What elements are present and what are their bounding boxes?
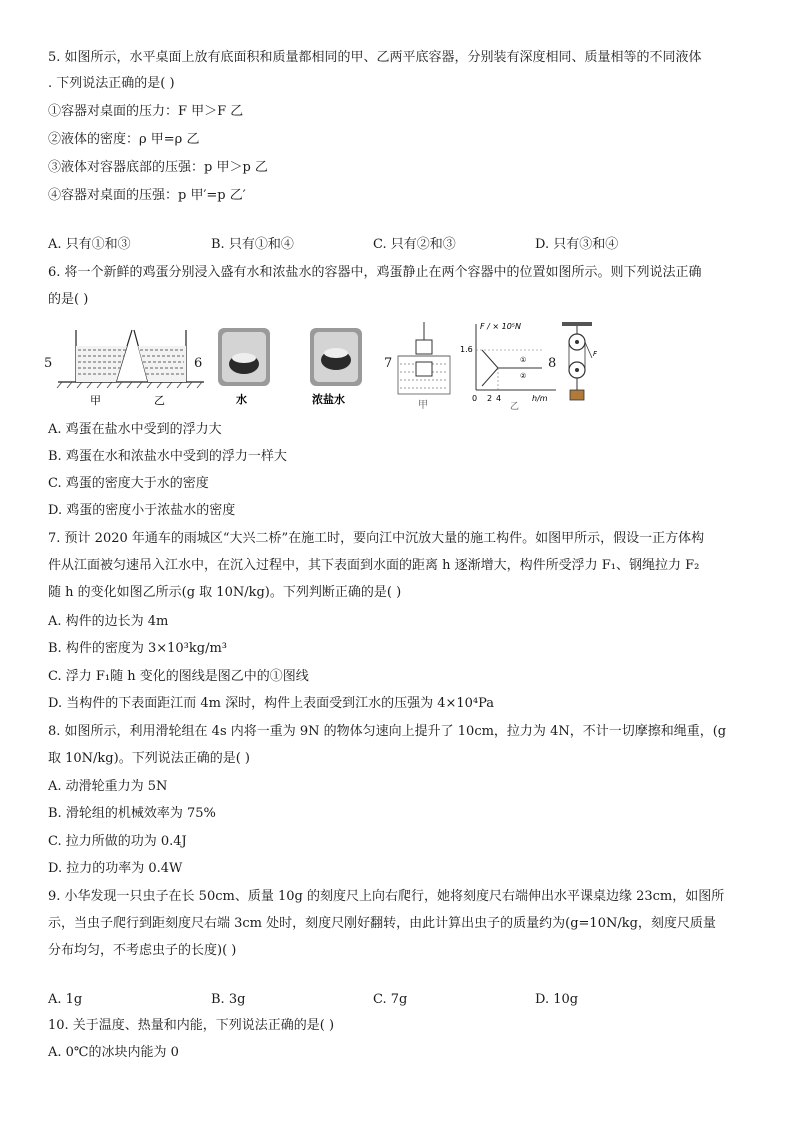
fig7-y-tick: 1.6 xyxy=(460,345,473,354)
fig7-y-axis-label: F / × 10⁵N xyxy=(480,322,521,331)
q7-option-b[interactable]: B. 构件的密度为 3×10³kg/m³ xyxy=(48,641,227,656)
q5-option-a[interactable]: A. 只有①和③ xyxy=(48,237,131,252)
fig7-x-tick-2: 2 xyxy=(487,394,493,403)
q7-stem-line2: 件从江面被匀速吊入江水中，在沉入过程中，其下表面到水面的距离 h 逐渐增大，构件所受浮力 F₁、钢绳拉力 F₂ xyxy=(48,558,700,573)
fig5-number: 5 xyxy=(44,356,53,371)
fig7-x-tick-0: 0 xyxy=(472,394,478,403)
fig6-label-brine: 浓盐水 xyxy=(312,393,345,406)
q9-stem-line2: 示，当虫子爬行到距刻度尺右端 3cm 处时，刻度尺刚好翻转，由此计算出虫子的质量约为(g=10N/kg，刻度尺质量 xyxy=(48,916,716,931)
fig7-graph xyxy=(458,320,558,410)
q6-option-a[interactable]: A. 鸡蛋在盐水中受到的浮力大 xyxy=(48,422,222,437)
q9-option-c[interactable]: C. 7g xyxy=(373,992,408,1007)
q6-option-b[interactable]: B. 鸡蛋在水和浓盐水中受到的浮力一样大 xyxy=(48,449,287,464)
q6-option-d[interactable]: D. 鸡蛋的密度小于浓盐水的密度 xyxy=(48,503,236,518)
q5-stem-line2: . 下列说法正确的是( ) xyxy=(48,76,175,91)
q6-stem-line1: 6. 将一个新鲜的鸡蛋分别浸入盛有水和浓盐水的容器中，鸡蛋静止在两个容器中的位置如图所示。则下列说法正确 xyxy=(48,265,702,280)
q7-option-c[interactable]: C. 浮力 F₁随 h 变化的图线是图乙中的①图线 xyxy=(48,669,309,684)
fig5-label-jia: 甲 xyxy=(90,394,101,407)
q5-item1: ①容器对桌面的压力：F 甲＞F 乙 xyxy=(48,104,244,119)
q9-option-b[interactable]: B. 3g xyxy=(211,992,246,1007)
q5-option-c[interactable]: C. 只有②和③ xyxy=(373,237,456,252)
q10-stem: 10. 关于温度、热量和内能，下列说法正确的是( ) xyxy=(48,1018,335,1033)
fig7-curve-label-2: ② xyxy=(520,372,527,380)
q9-option-d[interactable]: D. 10g xyxy=(535,992,579,1007)
fig5-containers xyxy=(56,322,206,410)
figure-strip xyxy=(40,320,600,410)
q8-stem-line1: 8. 如图所示，利用滑轮组在 4s 内将一重为 9N 的物体匀速向上提升了 10cm，拉力为 4N，不计一切摩擦和绳重，(g xyxy=(48,724,727,739)
q9-stem-line3: 分布均匀，不考虑虫子的长度)( ) xyxy=(48,943,237,958)
fig7-crane xyxy=(394,320,454,410)
q6-option-c[interactable]: C. 鸡蛋的密度大于水的密度 xyxy=(48,476,209,491)
q8-stem-line2: 取 10N/kg)。下列说法正确的是( ) xyxy=(48,751,250,766)
q9-option-a[interactable]: A. 1g xyxy=(48,992,83,1007)
q10-option-a[interactable]: A. 0℃的冰块内能为 0 xyxy=(48,1045,179,1060)
fig6-label-water: 水 xyxy=(236,393,247,406)
fig7-number: 7 xyxy=(384,356,393,371)
fig7-x-axis-label: h/m xyxy=(532,394,548,403)
q7-option-a[interactable]: A. 构件的边长为 4m xyxy=(48,614,169,629)
q5-item2: ②液体的密度：ρ 甲=ρ 乙 xyxy=(48,132,200,147)
q8-option-a[interactable]: A. 动滑轮重力为 5N xyxy=(48,779,168,794)
q7-option-d[interactable]: D. 当构件的下表面距江而 4m 深时，构件上表面受到江水的压强为 4×10⁴Pa xyxy=(48,696,495,711)
fig7-x-tick-4: 4 xyxy=(496,394,502,403)
fig7-label-jia: 甲 xyxy=(418,400,428,410)
q7-stem-line1: 7. 预计 2020 年通车的雨城区“大兴二桥”在施工时，要向江中沉放大量的施工构件。如图甲所示，假设一正方体构 xyxy=(48,531,705,546)
q5-stem-line1: 5. 如图所示，水平桌面上放有底面积和质量都相同的甲、乙两平底容器，分别装有深度相同、质量相等的不同液体 xyxy=(48,50,702,65)
q9-stem-line1: 9. 小华发现一只虫子在长 50cm、质量 10g 的刻度尺上向右爬行，她将刻度尺右端伸出水平课桌边缘 23cm，如图所 xyxy=(48,889,725,904)
q5-item3: ③液体对容器底部的压强：p 甲＞p 乙 xyxy=(48,160,268,175)
q6-stem-line2: 的是( ) xyxy=(48,292,89,307)
fig8-pulley xyxy=(560,320,600,410)
fig7-curve-label-1: ① xyxy=(520,356,527,364)
fig6-beakers xyxy=(208,320,378,410)
q5-option-b[interactable]: B. 只有①和④ xyxy=(211,237,294,252)
q5-option-d[interactable]: D. 只有③和④ xyxy=(535,237,619,252)
fig8-number: 8 xyxy=(548,356,557,371)
q5-item4: ④容器对桌面的压强：p 甲′=p 乙′ xyxy=(48,188,246,203)
fig8-force-label: F xyxy=(593,350,598,358)
fig7-label-yi: 乙 xyxy=(510,402,520,410)
q8-option-c[interactable]: C. 拉力所做的功为 0.4J xyxy=(48,834,187,849)
q8-option-b[interactable]: B. 滑轮组的机械效率为 75% xyxy=(48,806,216,821)
fig5-label-yi: 乙 xyxy=(154,394,165,407)
q7-stem-line3: 随 h 的变化如图乙所示(g 取 10N/kg)。下列判断正确的是( ) xyxy=(48,585,402,600)
fig6-number: 6 xyxy=(194,356,203,371)
q8-option-d[interactable]: D. 拉力的功率为 0.4W xyxy=(48,861,183,876)
